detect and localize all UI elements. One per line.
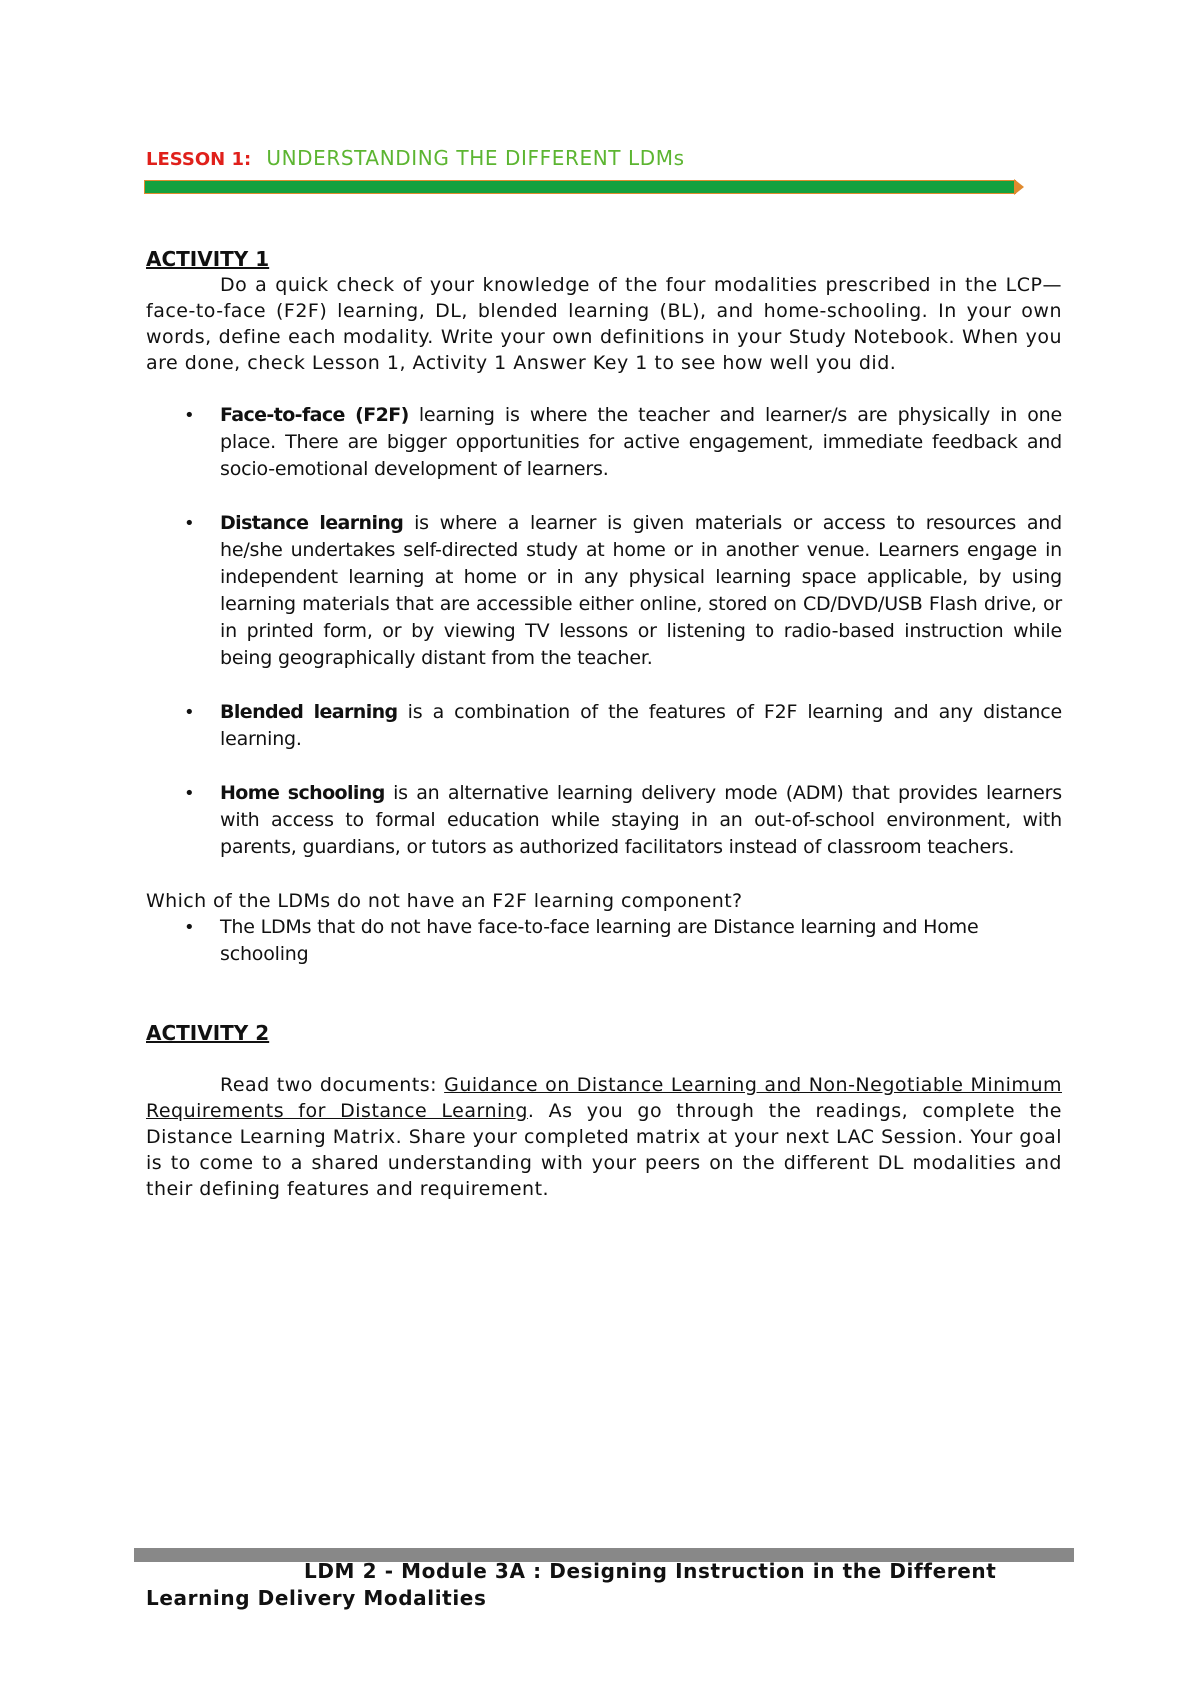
definition-text: is an alternative learning delivery mode (ADM) that provides learners with access to formal education while staying in an out-of-school environment, with parents, guardians, or tutors as authorized facilitators instead of classroom teachers. [220, 782, 1062, 858]
activity-1-question: Which of the LDMs do not have an F2F learning component? [146, 890, 743, 912]
definition-term: Face-to-face (F2F) [220, 404, 409, 426]
definition-text: is where a learner is given materials or access to resources and he/she undertakes self-directed study at home or in another venue. Learners engage in independent learning at home or in any physical learning space applicable, by using learning materials that are accessible either online, stored on CD/DVD/USB Flash drive, or in printed form, or by viewing TV lessons or listening to radio-based instruction while being geographically distant from the teacher. [220, 512, 1062, 669]
definition-item [146, 780, 1062, 861]
document-title-link[interactable]: Guidance on Distance Learning and Non-Negotiable Minimum Requirements for Distance Learning [146, 1074, 1062, 1122]
bullet-icon: • [184, 783, 195, 804]
definition-text: is a combination of the features of F2F learning and any distance learning. [220, 701, 1062, 750]
activity-2-heading: ACTIVITY 2 [146, 1021, 270, 1045]
definition-term: Distance learning [220, 512, 404, 534]
answer-list [146, 914, 1062, 968]
activity-2-text [146, 1072, 1062, 1202]
definition-item [146, 699, 1062, 753]
footer-text: LDM 2 - Module 3A : Designing Instruction in the Different Learning Delivery Modalities [146, 1559, 997, 1610]
bullet-icon: • [184, 513, 195, 534]
page-content [146, 246, 1062, 1202]
answer-text: The LDMs that do not have face-to-face learning are Distance learning and Home schooling [220, 916, 979, 965]
lesson-title: UNDERSTANDING THE DIFFERENT LDMs [266, 146, 685, 170]
activity-2-text-before: Read two documents: [220, 1074, 445, 1096]
definition-item [146, 402, 1062, 483]
answer-item [146, 914, 980, 968]
header-divider-bar [144, 180, 1016, 194]
definition-term: Blended learning [220, 701, 398, 723]
lesson-label: LESSON 1: [146, 149, 252, 170]
definition-item [146, 510, 1062, 672]
bullet-icon: • [184, 917, 195, 938]
bullet-icon: • [184, 702, 195, 723]
header-divider-arrow-icon [1014, 179, 1024, 195]
activity-1-intro: Do a quick check of your knowledge of the four modalities prescribed in the LCP—face-to-face (F2F) learning, DL, blended learning (BL), and home-schooling. In your own words, define each modality. Write your own definitions in your Study Notebook. When you are done, check Lesson 1, Activity 1 Answer Key 1 to see how well you did. [146, 274, 1062, 374]
definition-list [146, 402, 1062, 861]
definition-term: Home schooling [220, 782, 385, 804]
definition-text: learning is where the teacher and learner/s are physically in one place. There are bigger opportunities for active engagement, immediate feedback and socio-emotional development of learners. [220, 404, 1062, 480]
bullet-icon: • [184, 405, 195, 426]
activity-1-heading: ACTIVITY 1 [146, 247, 270, 271]
lesson-header [146, 146, 685, 170]
activity-2-text-after: . As you go through the readings, complete the Distance Learning Matrix. Share your completed matrix at your next LAC Session. Your goal is to come to a shared understanding with your peers on the different DL modalities and their defining features and requirement. [146, 1100, 1062, 1200]
